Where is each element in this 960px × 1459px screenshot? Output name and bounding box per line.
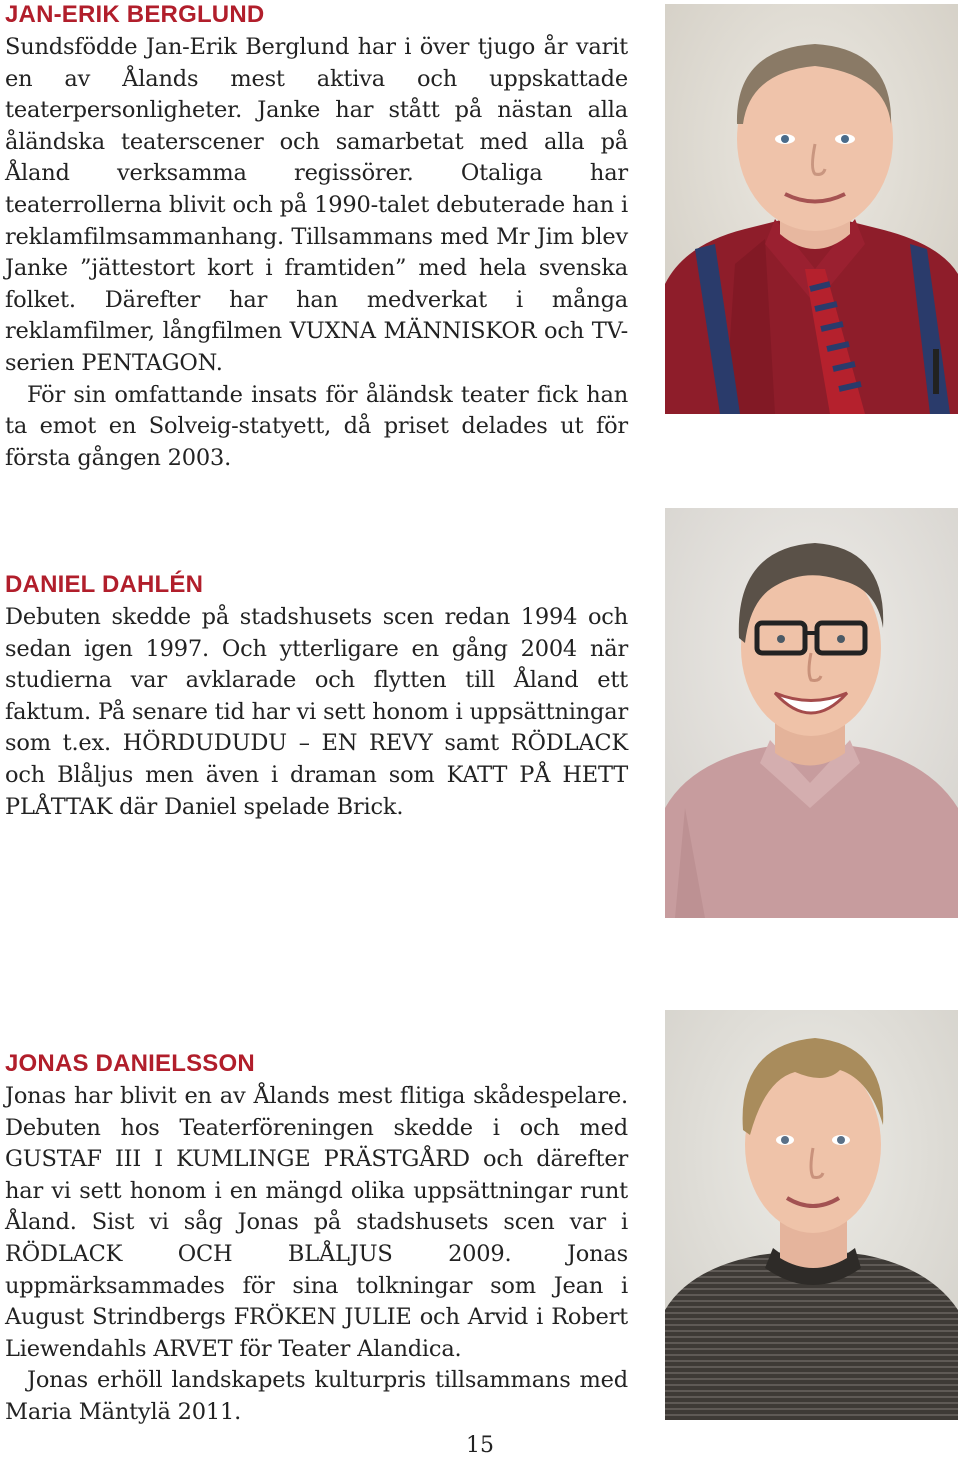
profile-paragraph: Jonas erhöll landskapets kulturpris tillsammans med Maria Mäntylä 2011.: [5, 1367, 628, 1425]
profile-name: JAN-ERIK BERGLUND: [5, 1, 265, 28]
profile-name: JONAS DANIELSSON: [5, 1050, 255, 1077]
profile-jan-erik-berglund: [5, 1, 628, 474]
profile-daniel-dahlen: [5, 571, 628, 823]
profile-paragraph: Sundsfödde Jan-Erik Berglund har i över tjugo år varit en av Ålands mest aktiva och uppskattade teaterpersonligheter. Janke har stått på nästan alla åländska teaterscener och samarbetat med alla på Åland verksamma regissörer. Otaliga har teaterrollerna blivit och på 1990-talet debuterade han i reklamfilmsammanhang. Tillsammans med Mr Jim blev Janke ”jättestort kort i framtiden” med hela svenska folket. Därefter har han medverkat i många reklamfilmer, långfilmen VUXNA MÄNNISKOR och TV-serien PENTAGON.: [5, 34, 628, 376]
profile-paragraph: För sin omfattande insats för åländsk teater fick han ta emot en Solveig-statyett, då priset delades ut för första gången 2003.: [5, 381, 628, 471]
profile-jonas-danielsson: [5, 1050, 628, 1429]
page-number: 15: [466, 1433, 494, 1458]
profile-name: DANIEL DAHLÉN: [5, 571, 204, 598]
portrait-photo-daniel-dahlen: [665, 508, 958, 918]
profile-paragraph: Debuten skedde på stadshusets scen redan 1994 och sedan igen 1997. Och ytterligare en gång 2004 när studierna var avklarade och flytten till Åland ett faktum. På senare tid har vi sett honom i uppsättningar som t.ex. HÖRDUDUDU – EN REVY samt RÖDLACK och Blåljus men även i draman som KATT PÅ HETT PLÅTTAK där Daniel spelade Brick.: [5, 604, 628, 820]
portrait-photo-jan-erik-berglund: [665, 4, 958, 414]
profile-paragraph: Jonas har blivit en av Ålands mest flitiga skådespelare. Debuten hos Teaterföreningen skedde i och med GUSTAF III I KUMLINGE PRÄSTGÅRD och därefter har vi sett honom i en mängd olika uppsättningar runt Åland. Sist vi såg Jonas på stadshusets scen var i RÖDLACK OCH BLÅLJUS 2009. Jonas uppmärksammades för sina tolkningar som Jean i August Strindbergs FRÖKEN JULIE och Arvid i Robert Liewendahls ARVET för Teater Alandica.: [5, 1083, 628, 1362]
portrait-photo-jonas-danielsson: [665, 1010, 958, 1420]
